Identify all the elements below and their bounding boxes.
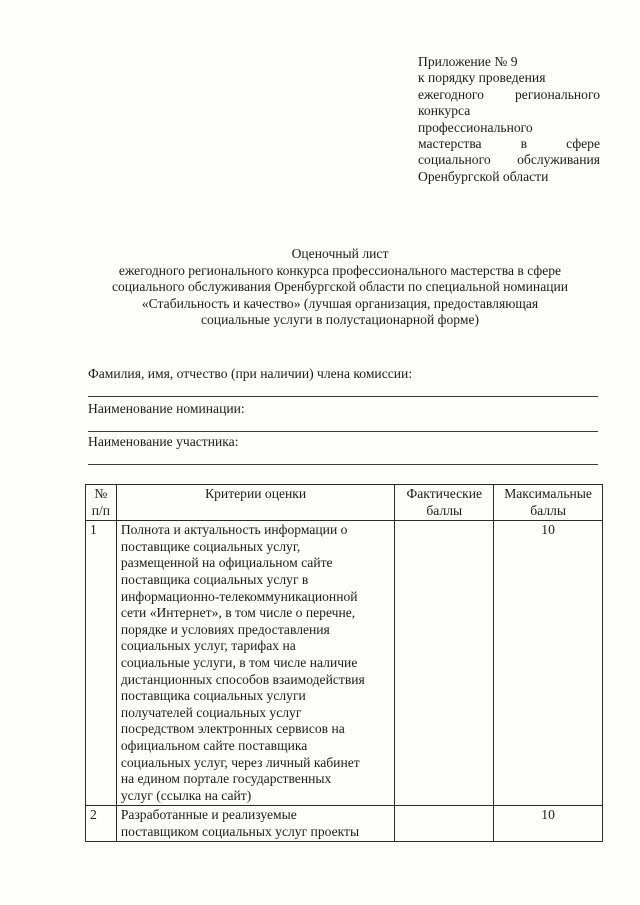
nomination-label: Наименование номинации: [88,401,245,416]
title-line: Оценочный лист [291,246,389,261]
annex-line: профессионального [418,119,533,135]
criteria-line: Полнота и актуальность информации о [120,522,348,538]
annex-line: к порядку проведения [418,70,546,86]
annex-line [418,152,600,168]
annex-word: социального [418,152,491,168]
annex-word: в [520,136,528,152]
criteria-line: посредством электронных сервисов на [120,721,345,737]
criteria-line: порядке и условиях предоставления [120,621,330,637]
criteria-line: информационно-телекоммуникационной [120,588,358,604]
criteria-line: услуг (ссылка на сайт) [120,787,252,803]
annex-header [418,54,600,185]
criteria-line: поставщиком социальных услуг проекты [120,823,360,839]
criteria-line: получателей социальных услуг [120,704,302,720]
annex-line [418,87,600,103]
annex-line: Оренбургской области [418,168,549,184]
table-row [86,806,603,842]
participant-line [88,464,598,465]
criteria-line: Разработанные и реализуемые [120,807,297,823]
annex-word: мастерства [418,136,482,152]
row-actual-score [395,521,494,806]
annex-line [418,136,600,152]
criteria-line: социальных услуг, тарифах на [120,638,296,654]
header-actual: Фактические баллы [395,485,494,521]
row-num: 2 [86,806,117,842]
member-name-label: Фамилия, имя, отчество (при наличии) члена комиссии: [88,366,413,381]
annex-word: сфере [566,136,600,152]
criteria-line: поставщика социальных услуг в [120,571,309,587]
participant-field [88,434,598,450]
table-header-row [86,485,603,521]
row-criteria [116,806,395,842]
annex-word: обслуживания [517,152,600,168]
nomination-line [88,431,598,432]
header-num: № п/п [86,485,117,521]
title-line: ежегодного регионального конкурса профессионального мастерства в сфере [118,262,562,278]
annex-word: регионального [515,86,600,102]
header-criteria: Критерии оценки [116,485,395,521]
evaluation-table [85,484,603,842]
row-criteria [116,521,395,806]
annex-word: ежегодного [418,86,484,102]
criteria-line: социальных услуг, через личный кабинет [120,754,360,770]
header-max: Максимальные баллы [494,485,603,521]
nomination-field [88,401,598,417]
participant-label: Наименование участника: [88,434,239,449]
title-line: социальные услуги в полустационарной форме) [200,312,480,327]
title-line: социального обслуживания Оренбургской области по специальной номинации [111,279,569,294]
criteria-line: размещенной на официальном сайте [120,555,333,571]
criteria-line: на едином портале государственных [120,771,332,787]
table-row [86,521,603,806]
criteria-line: дистанционных способов взаимодействия [120,671,365,687]
annex-line: Приложение № 9 [418,54,518,69]
member-name-field [88,366,598,382]
row-num: 1 [86,521,117,806]
member-name-line [88,396,598,397]
criteria-line: социальные услуги, в том числе наличие [120,654,358,670]
row-actual-score [395,806,494,842]
criteria-line: официальном сайте поставщика [120,737,308,753]
title-line: «Стабильность и качество» (лучшая организация, предоставляющая [141,295,539,311]
document-title [60,246,620,329]
annex-line: конкурса [418,103,471,119]
criteria-line: сети «Интернет», в том числе о перечне, [120,605,356,621]
row-max-score: 10 [494,806,603,842]
criteria-line: поставщика социальных услуги [120,688,306,704]
row-max-score: 10 [494,521,603,806]
criteria-line: поставщике социальных услуг, [120,538,301,554]
